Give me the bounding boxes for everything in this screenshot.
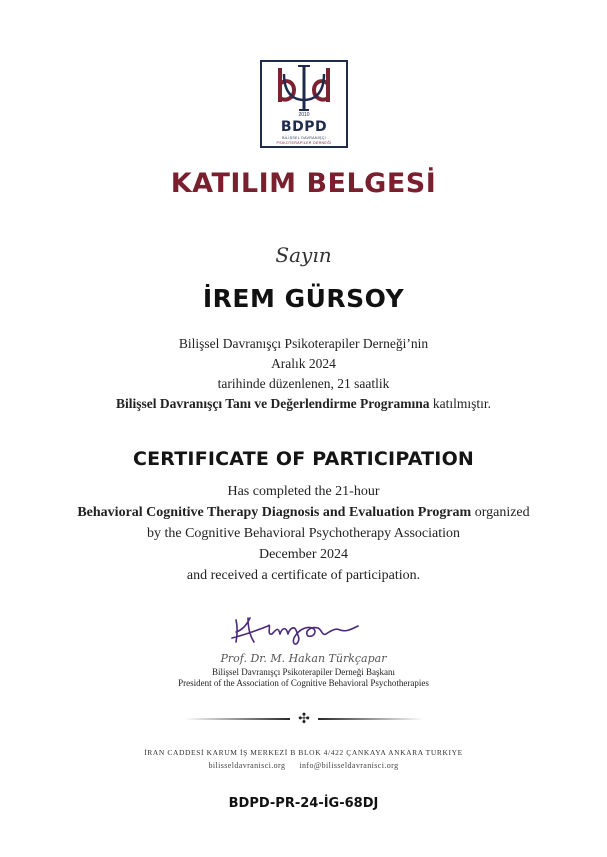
greeting: Sayın bbox=[275, 243, 332, 267]
logo-subtitle-line2: PSİKOTERAPİLER DERNEĞİ bbox=[276, 141, 332, 145]
divider-line-right bbox=[318, 718, 424, 720]
turkish-program-line bbox=[0, 394, 607, 414]
turkish-program-name: Bilişsel Davranışçı Tanı ve Değerlendirme Programına bbox=[115, 396, 430, 411]
certificate-title-turkish: KATILIM BELGESİ bbox=[170, 168, 437, 199]
turkish-line-2: Aralık 2024 bbox=[271, 356, 336, 371]
english-program-name: Behavioral Cognitive Therapy Diagnosis and Evaluation Program bbox=[77, 505, 472, 520]
english-line-3: by the Cognitive Behavioral Psychotherapy Association bbox=[146, 526, 460, 541]
signatory-title-turkish: Bilişsel Davranışçı Psikoterapiler Derneği Başkanı bbox=[212, 667, 395, 677]
certificate-id: BDPD-PR-24-İG-68DJ bbox=[228, 796, 379, 811]
fleuron-icon: ✣ bbox=[298, 711, 310, 727]
english-line-5: and received a certificate of participation. bbox=[186, 568, 421, 583]
divider-line-left bbox=[184, 718, 290, 720]
signature-icon bbox=[228, 608, 378, 648]
logo-year: 2010 bbox=[298, 112, 310, 118]
logo-abbreviation: BDPD bbox=[280, 119, 328, 135]
ornamental-divider bbox=[184, 712, 424, 726]
english-program-suffix: organized bbox=[471, 505, 530, 520]
psi-monogram-icon bbox=[262, 62, 346, 112]
signatory-name: Prof. Dr. M. Hakan Türkçapar bbox=[220, 652, 387, 665]
english-line-1: Has completed the 21-hour bbox=[227, 484, 380, 499]
certificate-title-english: CERTIFICATE OF PARTICIPATION bbox=[132, 448, 475, 470]
email-link[interactable]: info@bilisseldavranisci.org bbox=[299, 761, 399, 770]
turkish-line-3: tarihinde düzenlenen, 21 saatlik bbox=[217, 376, 390, 391]
signatory-title-english: President of the Association of Cognitive Behavioral Psychotherapies bbox=[178, 678, 429, 688]
footer-contacts bbox=[0, 761, 607, 770]
website-link[interactable]: bilisseldavranisci.org bbox=[208, 761, 286, 770]
turkish-body bbox=[0, 334, 607, 414]
turkish-program-suffix: katılmıştır. bbox=[429, 396, 492, 411]
english-program-line bbox=[0, 502, 607, 523]
english-line-4: December 2024 bbox=[258, 547, 349, 562]
english-body bbox=[0, 481, 607, 586]
turkish-line-1: Bilişsel Davranışçı Psikoterapiler Derneği’nin bbox=[178, 336, 429, 351]
logo-subtitle-line1: BİLİŞSEL DAVRANIŞÇI bbox=[282, 136, 326, 140]
bdpd-logo bbox=[260, 60, 348, 148]
footer-address: İRAN CADDESİ KARUM İŞ MERKEZİ B BLOK 4/422 ÇANKAYA ANKARA TURKIYE bbox=[144, 748, 463, 757]
recipient-name: İREM GÜRSOY bbox=[202, 284, 405, 313]
